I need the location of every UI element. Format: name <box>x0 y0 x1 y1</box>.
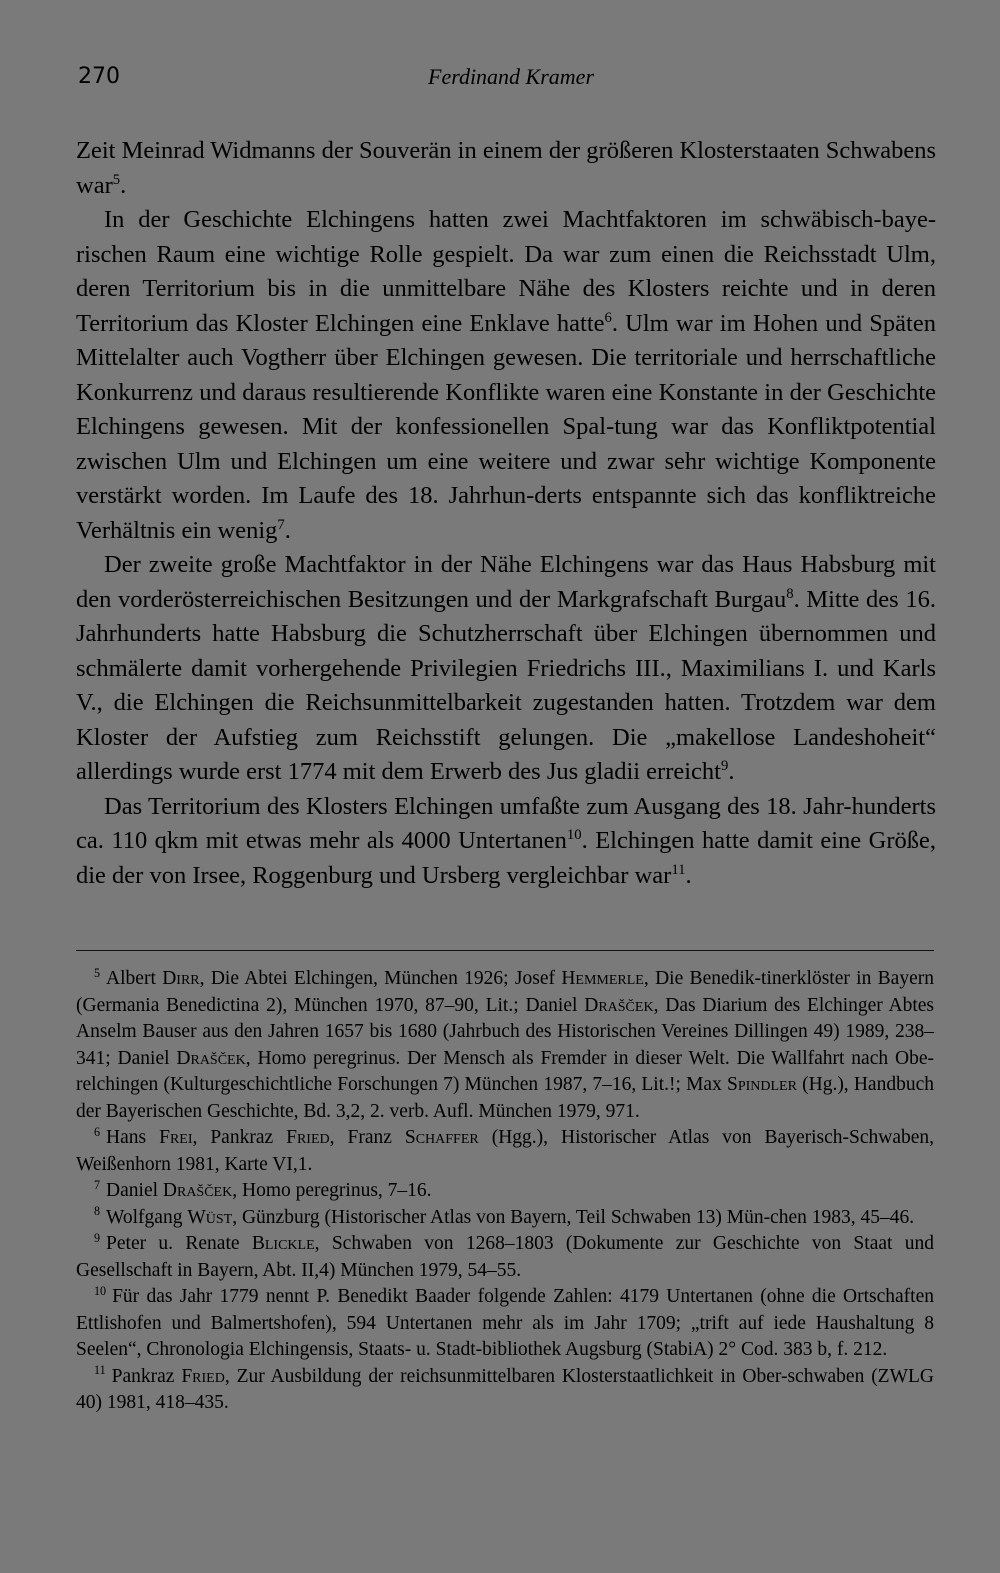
paragraph-text: Zeit Meinrad Widmanns der Souverän in einem der größeren Klosterstaaten Schwabens war <box>76 137 936 199</box>
footnote-divider <box>76 950 934 951</box>
paragraph-text: . <box>685 861 692 889</box>
footnote-text: , Das Diarium des Elchinger Abtes Anselm Bauser aus den Jahren 1657 bis 1680 (Jahrbuch des Historischen Vereines Dillingen 49) 1989, 238–341; Daniel <box>76 994 934 1069</box>
footnote-text: (Hg.), Handbuch der Bayerischen Geschichte, Bd. 3,2, 2. verb. Aufl. München 1979, 971. <box>76 1074 934 1122</box>
main-text <box>76 134 936 893</box>
page-number: 270 <box>78 64 120 89</box>
author-name: Blickle <box>251 1233 315 1254</box>
paragraph-text: . Elchingen hatte damit eine Größe, die der von Irsee, Roggenburg und Ursberg vergleichbar war <box>76 827 936 889</box>
footnote-text: , Franz <box>329 1127 405 1148</box>
footnote-number: 10 <box>94 1283 107 1298</box>
author-name: Spindler <box>726 1074 797 1095</box>
footnote-text: Peter u. Renate <box>106 1233 252 1254</box>
paragraph-3 <box>76 548 936 790</box>
footnote-number: 11 <box>94 1363 106 1377</box>
author-name: Wüst <box>187 1206 233 1228</box>
footnote-7 <box>76 1178 934 1205</box>
footnote-5 <box>76 966 934 1125</box>
footnote-text: , Die Abtei Elchingen, München 1926; Josef <box>199 968 562 989</box>
footnote-text: , Zur Ausbildung der reichsunmittelbaren Klosterstaatlichkeit in Ober-schwaben (ZWLG 40) 1981, 418–435. <box>76 1365 934 1413</box>
footnote-text: (Hgg.), Historischer Atlas von Bayerisch-Schwaben, Weißenhorn 1981, Karte VI,1. <box>76 1127 935 1175</box>
paragraph-4 <box>76 790 936 894</box>
footnote-text: , Schwaben von 1268–1803 (Dokumente zur Geschichte von Staat und Gesellschaft in Bayern, Abt. II,4) München 1979, 54–55. <box>76 1233 934 1281</box>
footnote-10 <box>76 1284 934 1364</box>
author-name: Fried <box>181 1365 225 1387</box>
paragraph-text: . <box>728 758 735 785</box>
footnote-ref: 11 <box>671 861 686 878</box>
page-header <box>78 64 938 94</box>
running-head: Ferdinand Kramer <box>428 64 595 89</box>
paragraph-text: Das Territorium des Klosters Elchingen umfaßte zum Ausgang des 18. Jahr-hunderts ca. 110 qkm mit etwas mehr als 4000 Untertanen <box>76 792 936 854</box>
paragraph-text: . Ulm war im Hohen und Späten Mittelalter auch Vogtherr über Elchingen gewesen. Die territoriale und herrschaftliche Konkurrenz und daraus resultierende Konflikte waren eine Konstante in der Geschichte Elchingens gewesen. Mit der konfessionellen Spal-tung war das Konfliktpotential zwischen Ulm und Elchingen um eine weitere und zwar sehr wichtige Komponente verstärkt worden. Im Laufe des 18. Jahrhun-derts entspannte sich das konfliktreiche Verhältnis ein wenig <box>76 309 936 544</box>
author-name: Fried <box>286 1127 330 1148</box>
author-name: Schaffer <box>404 1127 479 1148</box>
footnote-text: Daniel <box>106 1180 163 1201</box>
footnote-ref: 6 <box>604 309 612 326</box>
author-name: Drašček <box>584 994 654 1016</box>
footnote-11 <box>76 1364 934 1417</box>
footnote-number: 7 <box>94 1177 101 1192</box>
footnote-text: Für das Jahr 1779 nennt P. Benedikt Baader folgende Zahlen: 4179 Untertanen (ohne die Ortschaften Ettlishofen und Balmertshofen), 594 Untertanen mehr als im Jahr 1709; „trift auf iede Haushaltung 8 Seelen“, Chronologia Elchingensis, Staats- u. Stadt-bibliothek Augsburg (StabiA) 2° Cod. 383 b, f. 212. <box>76 1286 934 1360</box>
author-name: Drašček <box>176 1047 246 1069</box>
paragraph-text: . Mitte des 16. Jahrhunderts hatte Habsburg die Schutzherrschaft über Elchingen übernommen und schmälerte damit vorhergehende Privilegien Friedrichs III., Maximilians I. und Karls V., die Elchingen die Reichsunmittelbarkeit zugestanden hatten. Trotzdem war dem Kloster der Aufstieg zum Reichsstift gelungen. Die „makellose Landeshoheit“ allerdings wurde erst 1774 mit dem Erwerb des Jus gladii erreicht <box>76 585 936 785</box>
footnote-ref: 8 <box>786 585 794 602</box>
footnote-6 <box>76 1125 934 1178</box>
footnote-text: , Pankraz <box>192 1127 287 1148</box>
author-name: Dirr <box>162 968 200 989</box>
footnote-ref: 7 <box>277 516 285 533</box>
footnote-number: 5 <box>94 965 101 980</box>
footnote-text: , Homo peregrinus. Der Mensch als Fremder in dieser Welt. Die Wallfahrt nach Obe-relchingen (Kulturgeschichtliche Forschungen 7) München 1987, 7–16, Lit.!; Max <box>76 1047 934 1095</box>
footnote-9 <box>76 1231 934 1284</box>
paragraph-1 <box>76 134 936 203</box>
paragraph-text: In der Geschichte Elchingens hatten zwei Machtfaktoren im schwäbisch-baye-rischen Raum eine wichtige Rolle gespielt. Da war zum einen die Reichsstadt Ulm, deren Territorium bis in die unmittelbare Nähe des Klosters reichte und in deren Territorium das Kloster Elchingen eine Enklave hatte <box>76 206 936 337</box>
author-name: Hemmerle <box>561 968 644 989</box>
author-name: Drašček <box>162 1180 233 1201</box>
footnote-text: Wolfgang <box>106 1206 188 1228</box>
footnote-text: , Homo peregrinus, 7–16. <box>232 1180 432 1201</box>
footnote-ref: 5 <box>112 171 121 188</box>
paragraph-text: Der zweite große Machtfaktor in der Nähe Elchingens war das Haus Habsburg mit den vorderösterreichischen Besitzungen und der Markgrafschaft Burgau <box>76 551 936 613</box>
footnote-text: , Die Benedik-tinerklöster in Bayern (Germania Benedictina 2), München 1970, 87–90, Lit.; Daniel <box>76 968 934 1016</box>
footnote-text: , Günzburg (Historischer Atlas von Bayern, Teil Schwaben 13) Mün-chen 1983, 45–46. <box>232 1206 915 1228</box>
paragraph-text: . <box>120 171 127 199</box>
footnote-number: 9 <box>94 1230 101 1245</box>
author-name: Frei <box>159 1127 193 1148</box>
footnote-ref: 10 <box>566 826 582 843</box>
footnote-text: Pankraz <box>111 1365 182 1387</box>
footnote-8 <box>76 1205 934 1232</box>
footnote-number: 6 <box>94 1124 101 1139</box>
footnote-ref: 9 <box>721 757 729 774</box>
paragraph-2 <box>76 203 936 548</box>
paragraph-text: . <box>284 516 291 544</box>
footnote-text: Hans <box>106 1127 160 1148</box>
footnotes <box>76 966 934 1417</box>
footnote-text: Albert <box>106 968 163 989</box>
footnote-number: 8 <box>94 1204 101 1218</box>
